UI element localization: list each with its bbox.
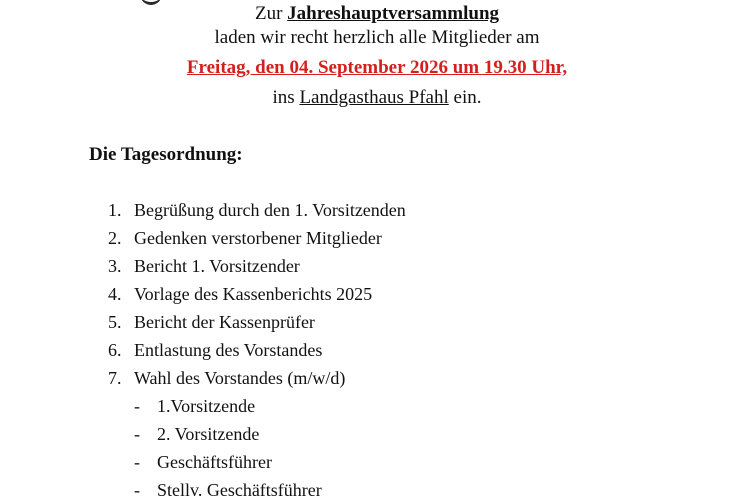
invitation-line xyxy=(0,3,754,25)
agenda-item-text: Bericht der Kassenprüfer xyxy=(134,312,315,332)
invitation-prefix: Zur xyxy=(254,3,288,24)
agenda-item-text: Vorlage des Kassenberichts 2025 xyxy=(134,284,373,304)
agenda-item-text: Begrüßung durch den 1. Vorsitzenden xyxy=(134,200,406,220)
agenda-item-number: 6. xyxy=(108,340,122,360)
agenda-item-number: 1. xyxy=(108,200,122,220)
agenda-item-number: 2. xyxy=(108,228,122,248)
subitem-dash: - xyxy=(134,452,140,472)
agenda-item-text: Bericht 1. Vorsitzender xyxy=(134,256,300,276)
subitem-text: 1.Vorsitzende xyxy=(157,396,256,416)
agenda-item-text: Wahl des Vorstandes (m/w/d) xyxy=(134,368,346,388)
subitem-dash: - xyxy=(134,424,140,444)
agenda-item-text: Entlastung des Vorstandes xyxy=(134,340,323,360)
agenda-heading: Die Tagesordnung: xyxy=(89,144,243,165)
agenda-item-number: 7. xyxy=(108,368,122,388)
venue-prefix: ins xyxy=(272,87,300,108)
subitem-text: Stellv. Geschäftsführer xyxy=(157,480,322,500)
subitem-dash: - xyxy=(134,396,140,416)
subitem-dash: - xyxy=(134,480,140,500)
meeting-date: Freitag, den 04. September 2026 um 19.30 Uhr, xyxy=(186,57,568,78)
subitem-text: 2. Vorsitzende xyxy=(157,424,260,444)
subitem-text: Geschäftsführer xyxy=(157,452,272,472)
venue-line xyxy=(0,87,754,109)
agenda-item-number: 5. xyxy=(108,312,122,332)
meeting-name: Jahreshauptversammlung xyxy=(287,3,500,24)
members-line: laden wir recht herzlich alle Mitglieder am xyxy=(214,27,540,48)
venue-suffix: ein. xyxy=(448,87,482,108)
venue-name: Landgasthaus Pfahl xyxy=(299,87,449,108)
agenda-item-number: 3. xyxy=(108,256,122,276)
agenda-item-text: Gedenken verstorbener Mitglieder xyxy=(134,228,382,248)
agenda-item-number: 4. xyxy=(108,284,122,304)
